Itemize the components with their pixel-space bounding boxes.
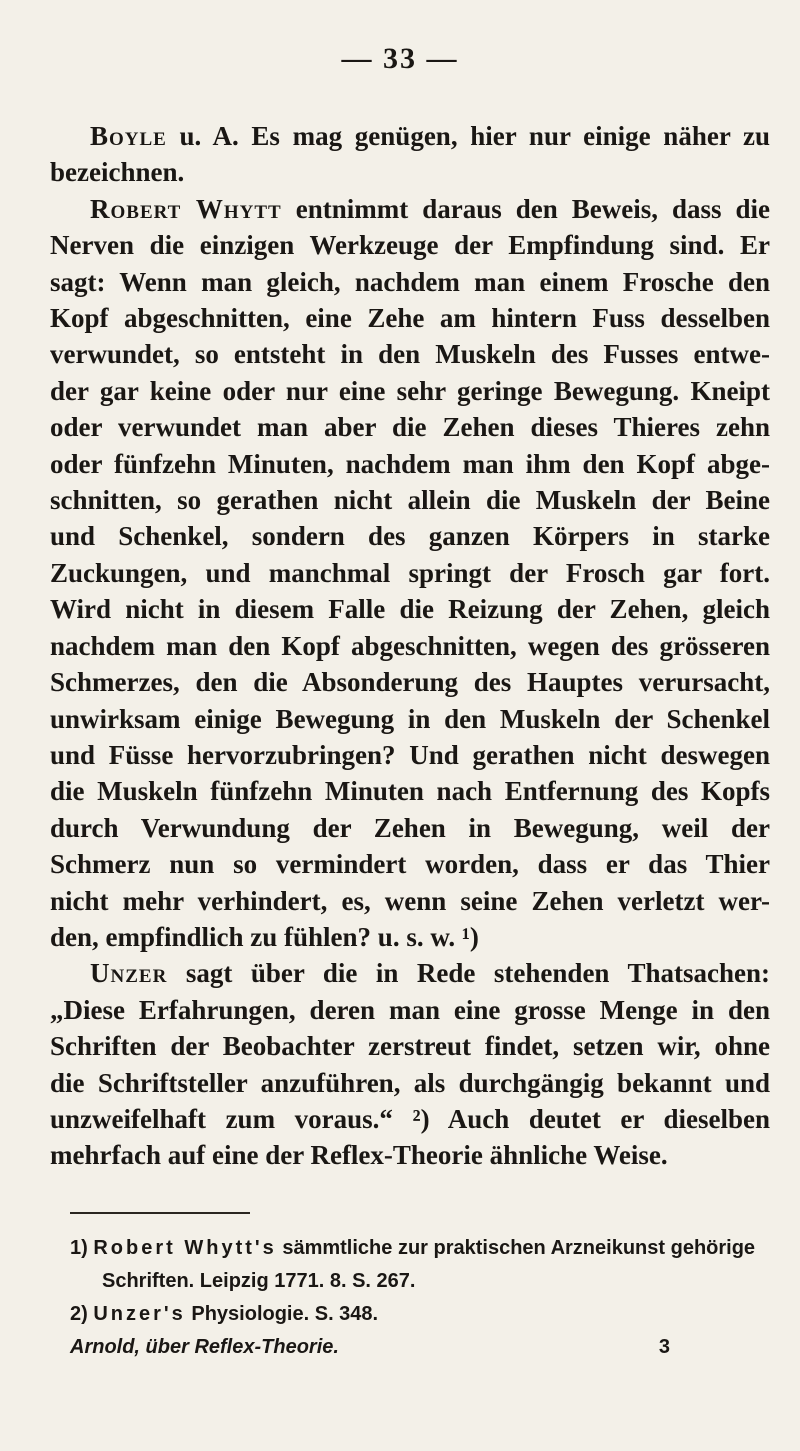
footnote-author: Unzer's xyxy=(93,1303,186,1325)
author-name: Robert Whytt xyxy=(90,193,282,224)
footnote-text: sämmtliche zur praktischen Arzneikunst gehörige xyxy=(276,1237,756,1259)
text-line: sagt: Wenn man gleich, nachdem man einem Frosche den xyxy=(50,266,770,297)
text-line xyxy=(50,191,770,227)
author-name: Unzer xyxy=(90,958,168,989)
footnote-1 xyxy=(70,1232,756,1265)
footnote-marker: 2) xyxy=(70,1303,88,1325)
signature-number: 3 xyxy=(658,1336,670,1358)
text-line: die Schriftsteller anzuführen, als durchgängig bekannt und xyxy=(50,1067,770,1098)
footnote-2 xyxy=(70,1298,750,1331)
text-line: Kopf abgeschnitten, eine Zehe am hintern Fuss desselben xyxy=(50,303,770,334)
text-line xyxy=(50,118,770,154)
text-line: den, empfindlich zu fühlen? u. s. w. ¹) xyxy=(50,921,479,952)
text-fragment: sagt über die in Rede stehenden Thatsachen: xyxy=(167,958,770,989)
author-name: Boyle xyxy=(90,121,167,151)
footnote-divider xyxy=(70,1212,250,1214)
text-line: Nerven die einzigen Werkzeuge der Empfindung sind. Er xyxy=(50,230,770,261)
text-line: Schmerz nun so vermindert worden, dass er das Thier xyxy=(50,849,770,880)
text-line: nicht mehr verhindert, es, wenn seine Zehen verletzt wer- xyxy=(50,885,770,916)
text-line: und Füsse hervorzubringen? Und gerathen nicht deswegen xyxy=(50,739,770,770)
signature-mark: Arnold, über Reflex-Theorie. xyxy=(70,1336,339,1358)
text-line: nachdem man den Kopf abgeschnitten, wegen des grösseren xyxy=(50,630,770,661)
text-line: bezeichnen. xyxy=(50,157,185,188)
footnotes xyxy=(70,1232,756,1364)
text-line: verwundet, so entsteht in den Muskeln des Fusses entwe- xyxy=(50,339,770,370)
text-line: oder fünfzehn Minuten, nachdem man ihm den Kopf abge- xyxy=(50,448,770,479)
body-text xyxy=(50,118,770,1174)
text-line: schnitten, so gerathen nicht allein die Muskeln der Beine xyxy=(50,485,770,516)
text-line: „Diese Erfahrungen, deren man eine grosse Menge in den xyxy=(50,994,770,1025)
footnote-1-continuation xyxy=(70,1265,750,1298)
text-line: Wird nicht in diesem Falle die Reizung der Zehen, gleich xyxy=(50,594,770,625)
text-line: Zuckungen, und manchmal springt der Frosch gar fort. xyxy=(50,557,770,588)
text-fragment: u. A. Es mag genügen, hier nur einige näher zu xyxy=(166,121,770,151)
signature-line xyxy=(70,1331,670,1364)
text-line: die Muskeln fünfzehn Minuten nach Entfernung des Kopfs xyxy=(50,776,770,807)
footnote-author: Robert Whytt's xyxy=(93,1237,277,1259)
text-line: Schriften der Beobachter zerstreut findet, setzen wir, ohne xyxy=(50,1031,770,1062)
page-number: — 33 — xyxy=(341,42,459,75)
text-line: durch Verwundung der Zehen in Bewegung, weil der xyxy=(50,812,770,843)
text-line: mehrfach auf eine der Reflex-Theorie ähnliche Weise. xyxy=(50,1140,668,1171)
text-line: Schmerzes, den die Absonderung des Hauptes verursacht, xyxy=(50,667,770,698)
footnote-text: Physiologie. S. 348. xyxy=(185,1303,379,1325)
text-line: oder verwundet man aber die Zehen dieses Thieres zehn xyxy=(50,412,770,443)
text-line: und Schenkel, sondern des ganzen Körpers in starke xyxy=(50,521,770,552)
footnote-marker: 1) xyxy=(70,1237,88,1259)
text-line: der gar keine oder nur eine sehr geringe Bewegung. Kneipt xyxy=(50,375,770,406)
text-line: unzweifelhaft zum voraus.“ ²) Auch deutet er dieselben xyxy=(50,1103,770,1134)
footnote-text: Schriften. Leipzig 1771. 8. S. 267. xyxy=(102,1270,416,1292)
text-fragment: entnimmt daraus den Beweis, dass die xyxy=(281,193,770,224)
text-line: unwirksam einige Bewegung in den Muskeln der Schenkel xyxy=(50,703,770,734)
text-line xyxy=(50,955,770,991)
